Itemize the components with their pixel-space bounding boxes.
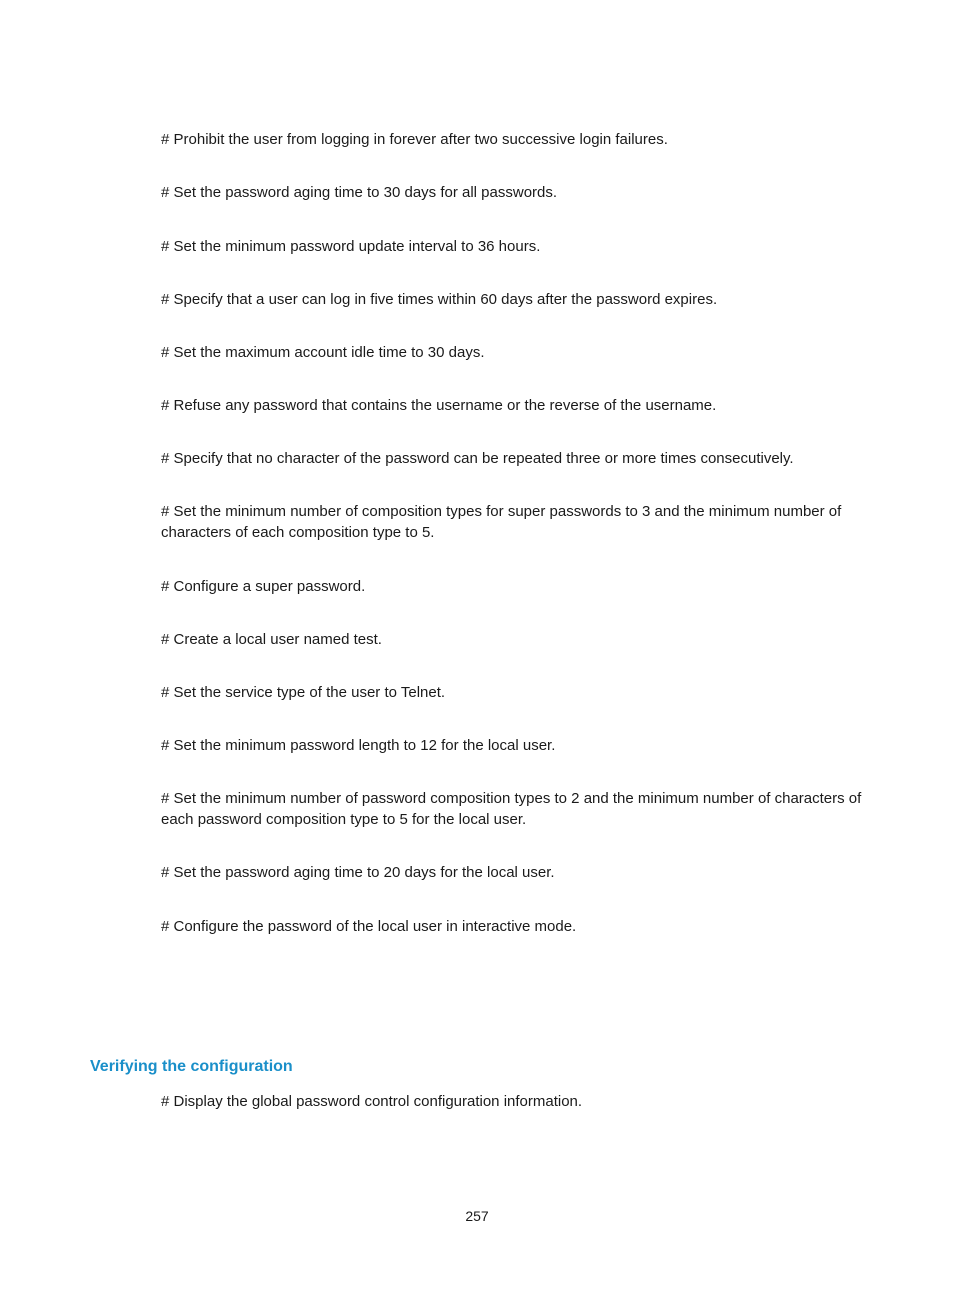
step-text: # Display the global password control configuration information. bbox=[161, 1093, 583, 1110]
page-number: 257 bbox=[465, 1208, 489, 1224]
step-text: # Set the service type of the user to Telnet. bbox=[161, 684, 446, 701]
step-text: # Set the maximum account idle time to 30 days. bbox=[161, 344, 485, 361]
step-text: # Configure a super password. bbox=[161, 578, 366, 595]
step-text: # Set the minimum password update interval to 36 hours. bbox=[161, 238, 541, 255]
step-text: # Set the minimum number of composition types for super passwords to 3 and the minimum number of characters of each composition type to 5. bbox=[161, 503, 842, 541]
step-text: # Set the minimum password length to 12 for the local user. bbox=[161, 737, 556, 754]
step-text: # Set the password aging time to 20 days for the local user. bbox=[161, 864, 555, 881]
section-heading: Verifying the configuration bbox=[90, 1058, 293, 1075]
step-text: # Specify that a user can log in five times within 60 days after the password expires. bbox=[161, 291, 718, 308]
step-text: # Prohibit the user from logging in forever after two successive login failures. bbox=[161, 131, 668, 148]
step-text: # Set the minimum number of password composition types to 2 and the minimum number of characters of each password composition type to 5 for the local user. bbox=[161, 790, 862, 828]
step-text: # Set the password aging time to 30 days for all passwords. bbox=[161, 184, 558, 201]
step-text: # Refuse any password that contains the username or the reverse of the username. bbox=[161, 397, 717, 414]
step-text: # Specify that no character of the password can be repeated three or more times consecutively. bbox=[161, 450, 794, 467]
step-text: # Create a local user named test. bbox=[161, 631, 382, 648]
step-text: # Configure the password of the local user in interactive mode. bbox=[161, 918, 577, 935]
